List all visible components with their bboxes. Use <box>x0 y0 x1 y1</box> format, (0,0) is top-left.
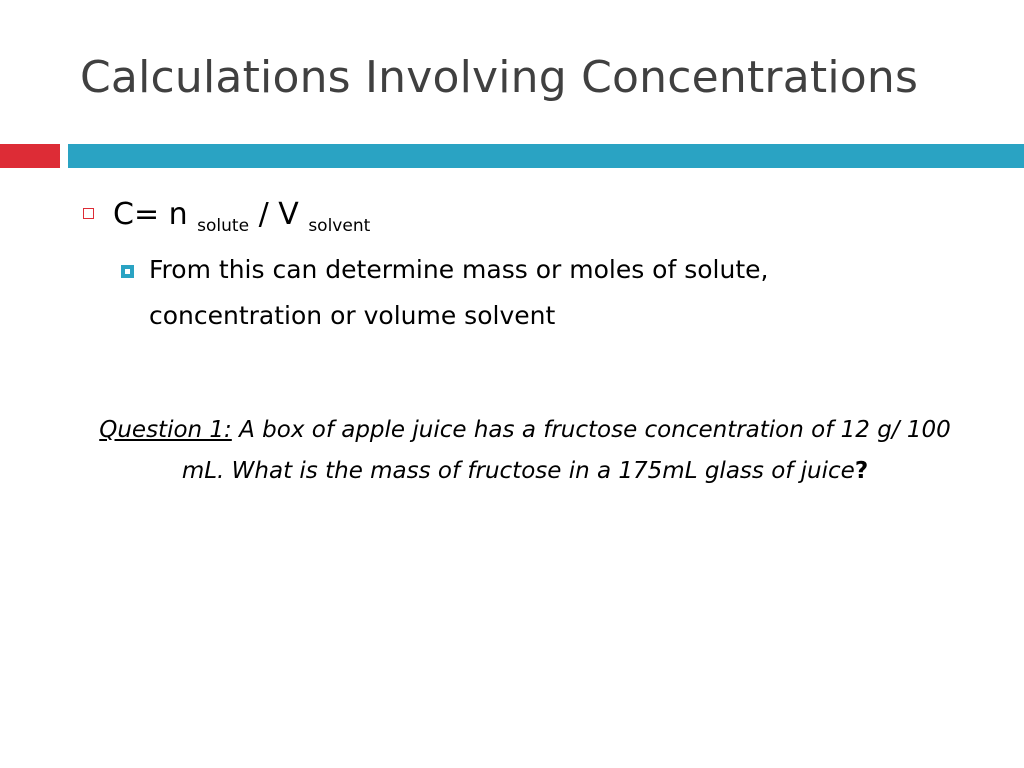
formula-subscript-solvent: solvent <box>308 216 371 236</box>
accent-band-red <box>0 144 60 168</box>
slide-title: Calculations Involving Concentrations <box>80 52 919 103</box>
hollow-square-bullet-icon <box>83 208 94 219</box>
question-paragraph <box>80 410 970 492</box>
formula-prefix: C= n <box>113 197 198 232</box>
accent-band-blue <box>68 144 1024 168</box>
question-mark: ? <box>854 458 869 484</box>
formula-text <box>113 195 370 239</box>
bullet-level1 <box>83 195 370 239</box>
question-body: A box of apple juice has a fructose concentration of 12 g/ 100 mL. What is the mass of fructose in a 175mL glass of juice <box>181 417 951 484</box>
formula-middle: / V <box>249 197 309 232</box>
bullet-level2-text: From this can determine mass or moles of solute, concentration or volume solvent <box>149 255 769 330</box>
formula-subscript-solute: solute <box>197 216 250 236</box>
filled-square-bullet-icon <box>121 265 134 278</box>
question-label: Question 1: <box>99 417 232 443</box>
bullet-level2 <box>121 254 921 339</box>
